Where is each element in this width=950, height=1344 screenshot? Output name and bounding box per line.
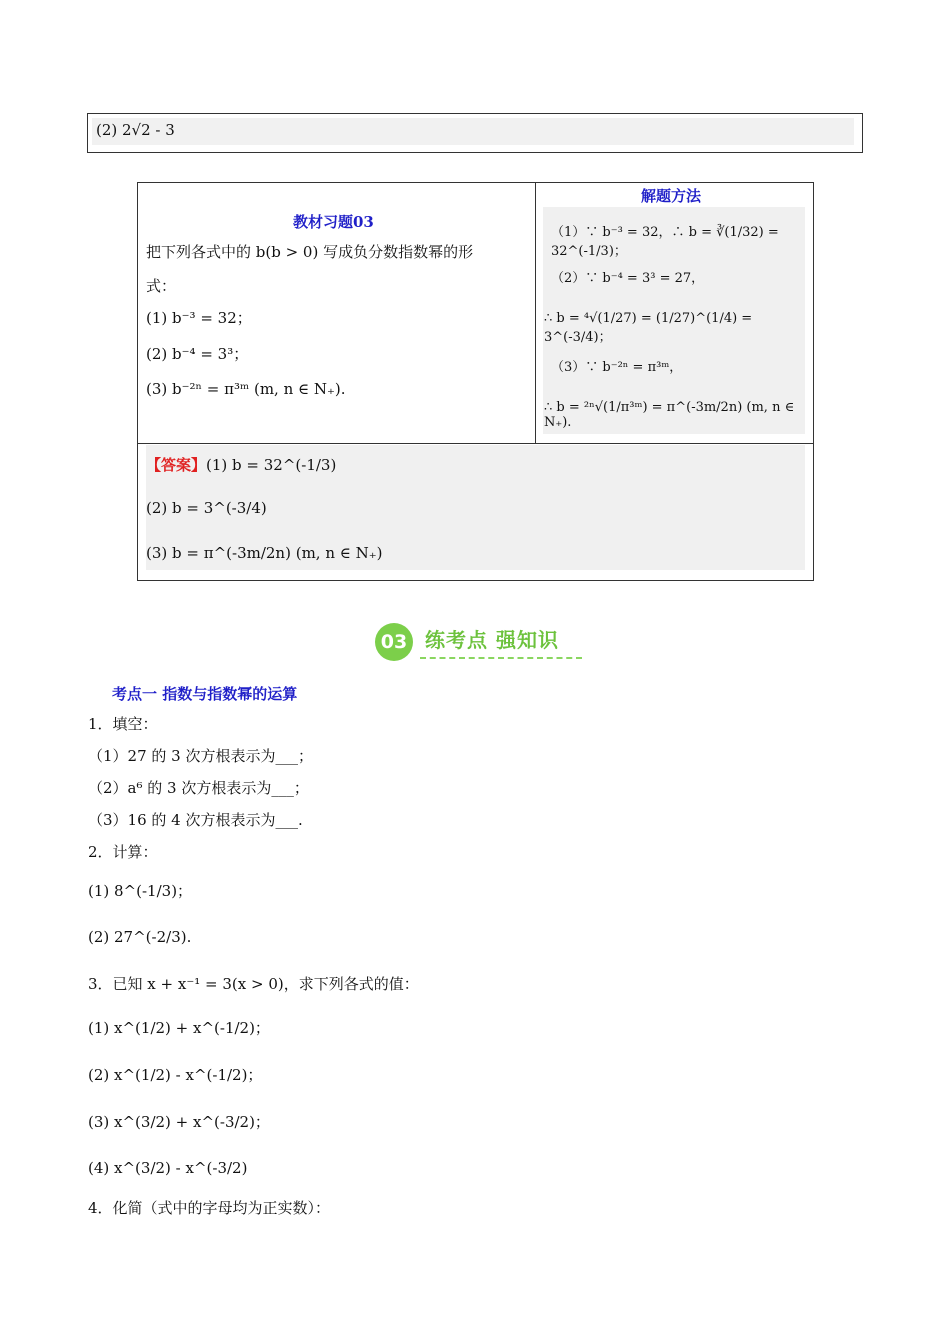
q3-item-3: (3) x^(3/2) + x^(-3/2)； <box>88 1113 270 1131</box>
answer-shade <box>92 118 854 145</box>
method-line-5: ∴ b = ²ⁿ√(1/π³ᵐ) = π^(-3m/2n) (m, n ∈ N₊). <box>544 400 795 430</box>
method-line-3: ∴ b = ⁴√(1/27) = (1/27)^(1/4) = 3^(-3/4)； <box>544 311 753 345</box>
exercise-item-2: (2) b⁻⁴ = 3³； <box>146 345 249 363</box>
column-divider <box>535 183 536 443</box>
exercise-title: 教材习题03 <box>293 213 374 231</box>
exercise-item-3: (3) b⁻²ⁿ = π³ᵐ (m, n ∈ N₊). <box>146 380 346 398</box>
q3-item-2: (2) x^(1/2) - x^(-1/2)； <box>88 1066 263 1084</box>
q1-title: 1．填空： <box>88 715 158 733</box>
exercise-prompt-line2: 式： <box>146 277 177 295</box>
answer-line-3: (3) b = π^(-3m/2n) (m, n ∈ N₊) <box>146 544 383 562</box>
section-number-badge: 03 <box>375 623 413 661</box>
q3-title: 3．已知 x + x⁻¹ = 3(x > 0)，求下列各式的值： <box>88 975 419 993</box>
q4-title: 4．化简（式中的字母均为正实数）： <box>88 1199 331 1217</box>
answer-tag: 【答案】 <box>146 456 207 474</box>
exercise-prompt-line1: 把下列各式中的 b(b > 0) 写成负分数指数幂的形 <box>146 243 474 261</box>
q2-item-1: (1) 8^(-1/3)； <box>88 882 193 900</box>
answer-line-1 <box>146 454 336 475</box>
previous-answer-text: (2) 2√2 - 3 <box>96 121 175 139</box>
answer-line-2: (2) b = 3^(-3/4) <box>146 499 267 517</box>
method-line-2: （2）∵ b⁻⁴ = 3³ = 27， <box>551 271 705 286</box>
topic-heading: 考点一 指数与指数幂的运算 <box>112 685 298 703</box>
q3-item-1: (1) x^(1/2) + x^(-1/2)； <box>88 1019 270 1037</box>
row-divider <box>138 443 813 444</box>
exercise-table <box>137 182 814 581</box>
q3-item-4: (4) x^(3/2) - x^(-3/2) <box>88 1159 248 1177</box>
method-line-4: （3）∵ b⁻²ⁿ = π³ᵐ， <box>551 360 683 375</box>
q2-item-2: (2) 27^(-2/3). <box>88 928 192 946</box>
q1-item-2: （2）a⁶ 的 3 次方根表示为___； <box>88 779 309 797</box>
q1-item-1: （1）27 的 3 次方根表示为___； <box>88 747 313 765</box>
q1-item-3: （3）16 的 4 次方根表示为___. <box>88 811 303 829</box>
method-title: 解题方法 <box>641 187 702 205</box>
answer-text-1: (1) b = 32^(-1/3) <box>206 456 337 474</box>
section-banner-title: 练考点 强知识 <box>425 628 559 652</box>
exercise-item-1: (1) b⁻³ = 32； <box>146 309 252 327</box>
method-line-1: （1）∵ b⁻³ = 32，∴ b = ∛(1/32) = 32^(-1/3)； <box>551 225 779 259</box>
banner-dashed-underline <box>420 657 582 659</box>
q2-title: 2．计算： <box>88 843 158 861</box>
previous-answer-box <box>87 113 863 153</box>
